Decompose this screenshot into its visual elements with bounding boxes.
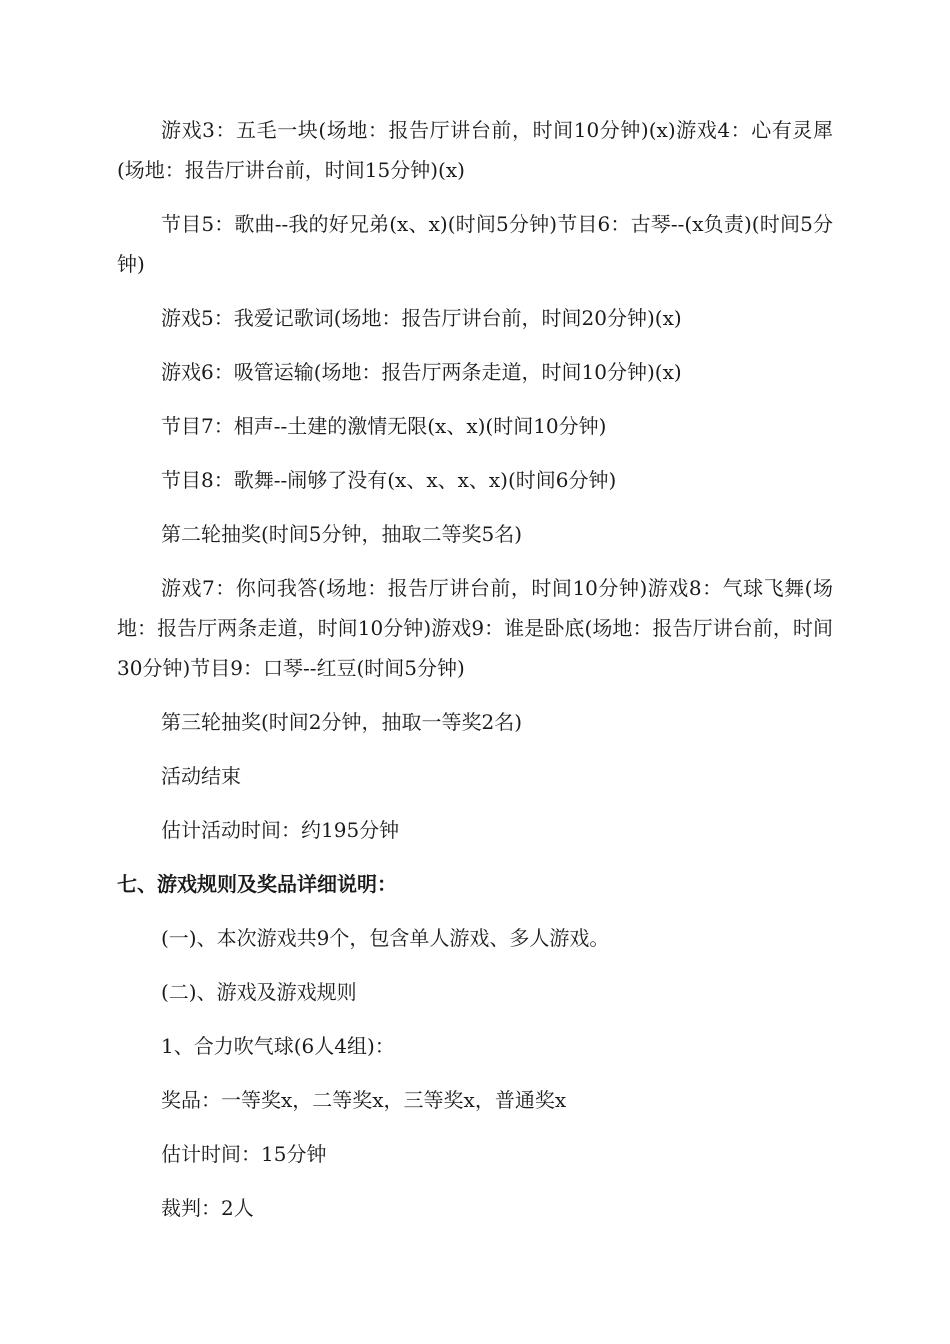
- section-heading: 七、游戏规则及奖品详细说明：: [117, 872, 397, 896]
- paragraph-program-8: 节目8：歌舞--闹够了没有(x、x、x、x)(时间6分钟): [161, 468, 617, 492]
- paragraph-balloon-game: 1、合力吹气球(6人4组)：: [161, 1034, 395, 1058]
- paragraph-event-end: 活动结束: [161, 764, 241, 788]
- paragraph-second-lottery: 第二轮抽奖(时间5分钟，抽取二等奖5名): [161, 522, 523, 546]
- paragraph-estimated-duration: 估计时间：15分钟: [161, 1142, 327, 1166]
- paragraph-game-3-4: 游戏3：五毛一块(场地：报告厅讲台前，时间10分钟)(x)游戏4：心有灵犀(场地：报告厅讲台前，时间15分钟)(x): [117, 118, 833, 182]
- paragraph-game-5: 游戏5：我爱记歌词(场地：报告厅讲台前，时间20分钟)(x): [161, 306, 682, 330]
- paragraph-game-6: 游戏6：吸管运输(场地：报告厅两条走道，时间10分钟)(x): [161, 360, 682, 384]
- paragraph-prizes: 奖品：一等奖x，二等奖x，三等奖x，普通奖x: [161, 1088, 567, 1112]
- document-page: [117, 110, 833, 1242]
- paragraph-referees: 裁判：2人: [161, 1196, 254, 1220]
- paragraph-estimated-time: 估计活动时间：约195分钟: [161, 818, 400, 842]
- paragraph-program-7: 节目7：相声--土建的激情无限(x、x)(时间10分钟): [161, 414, 607, 438]
- paragraph-program-5-6: 节目5：歌曲--我的好兄弟(x、x)(时间5分钟)节目6：古琴--(x负责)(时间5分钟): [117, 212, 833, 276]
- paragraph-game-rules-title: (二)、游戏及游戏规则: [161, 980, 357, 1004]
- paragraph-game-count: (一)、本次游戏共9个，包含单人游戏、多人游戏。: [161, 926, 610, 950]
- paragraph-game-7-8-9: 游戏7：你问我答(场地：报告厅讲台前，时间10分钟)游戏8：气球飞舞(场地：报告厅两条走道，时间10分钟)游戏9：谁是卧底(场地：报告厅讲台前，时间30分钟)节目9：口琴--红豆(时间5分钟): [117, 576, 833, 680]
- paragraph-third-lottery: 第三轮抽奖(时间2分钟，抽取一等奖2名): [161, 710, 523, 734]
